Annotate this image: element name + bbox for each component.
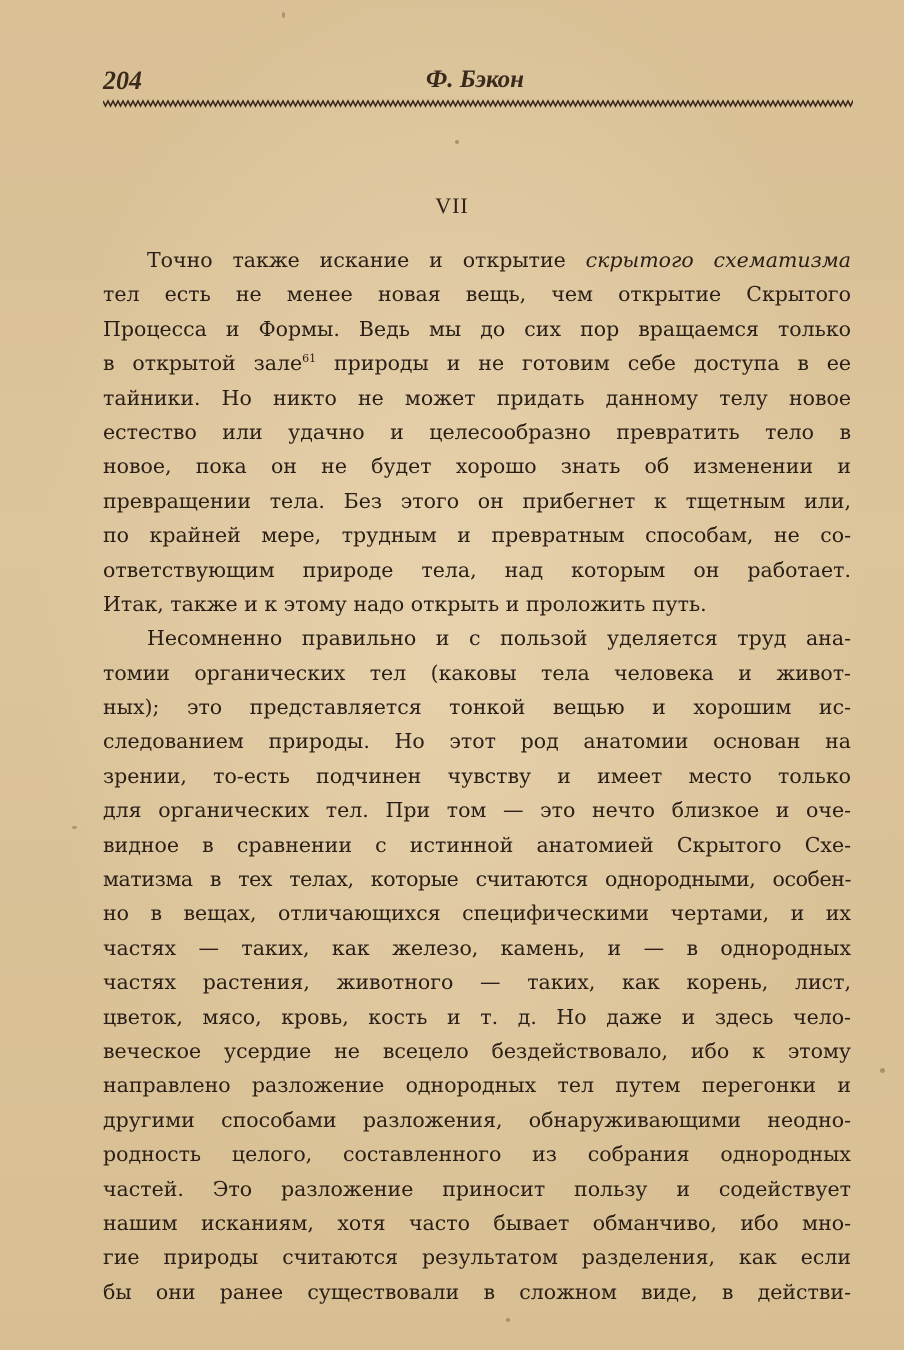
footnote-marker: 61 — [302, 352, 317, 366]
text-line: превращении тела. Без этого он прибегнет к тщетным или, — [103, 488, 851, 513]
paper-speck — [455, 140, 459, 144]
text-line: естество или удачно и целесообразно превратить тело в — [103, 419, 851, 444]
paper-speck — [282, 12, 285, 18]
text-line: бы они ранее существовали в сложном виде, в действи- — [103, 1279, 851, 1304]
text-line: родность целого, составленного из собрания однородных — [103, 1142, 851, 1167]
running-head: Ф. Бэкон — [425, 66, 525, 93]
text-line: Итак, также и к этому надо открыть и проложить путь. — [103, 591, 707, 616]
section-title: VII — [435, 193, 469, 218]
text-line: для органических тел. При том — это нечто близкое и оче- — [103, 798, 851, 823]
text-line: цветок, мясо, кровь, кость и т. д. Но даже и здесь чело- — [103, 1004, 851, 1029]
decorative-rule — [103, 98, 853, 108]
text-line: зрении, то-есть подчинен чувству и имеет место только — [103, 763, 851, 788]
text-line: тел есть не менее новая вещь, чем открытие Скрытого — [103, 282, 851, 307]
text-line: новое, пока он не будет хорошо знать об изменении и — [103, 454, 851, 479]
text-line: томии органических тел (каковы тела человека и живот- — [103, 660, 851, 685]
text-line: следованием природы. Но этот род анатомии основан на — [103, 729, 851, 754]
text-line: в открытой зале$^{61}$ природы и не готовим себе доступа в ее — [103, 351, 851, 376]
text-line: частях растения, животного — таких, как корень, лист, — [103, 970, 851, 995]
paper-speck — [72, 826, 77, 829]
text-line: Процесса и Формы. Ведь мы до сих пор вращаемся только — [103, 316, 851, 341]
text-line: тайники. Но никто не может придать данному телу новое — [103, 385, 851, 410]
text-line: частей. Это разложение приносит пользу и содействует — [103, 1176, 851, 1201]
body-text — [103, 243, 851, 1309]
text-line: но в вещах, отличающихся специфическими чертами, и их — [103, 901, 851, 926]
text-line: видное в сравнении с истинной анатомией Скрытого Схе- — [103, 832, 851, 857]
text-line: другими способами разложения, обнаруживающими неодно- — [103, 1107, 851, 1132]
text-line: ных); это представляется тонкой вещью и хорошим ис- — [103, 695, 851, 720]
paper-speck — [506, 1318, 510, 1322]
page-header — [103, 60, 847, 100]
text-line: по крайней мере, трудным и превратным способам, не со- — [103, 523, 851, 548]
text-line: матизма в тех телах, которые считаются однородными, особен- — [103, 867, 851, 892]
text-line: нашим исканиям, хотя часто бывает обманчиво, ибо мно- — [103, 1210, 851, 1235]
text-line: частях — таких, как железо, камень, и — в однородных — [103, 935, 851, 960]
text-line: Несомненно правильно и с пользой уделяется труд ана- — [147, 626, 851, 651]
text-line: Точно также искание и открытие скрытого схематизма — [147, 248, 851, 272]
text-line: гие природы считаются результатом разделения, как если — [103, 1245, 851, 1270]
page-number: 204 — [103, 66, 142, 95]
text-line: веческое усердие не всецело бездействовало, ибо к этому — [103, 1038, 851, 1063]
paper-speck — [880, 1068, 885, 1073]
emphasis-term: скрытого схематизма — [585, 248, 851, 272]
text-line: ответствующим природе тела, над которым он работает. — [103, 557, 851, 582]
text-line: направлено разложение однородных тел путем перегонки и — [103, 1073, 851, 1098]
